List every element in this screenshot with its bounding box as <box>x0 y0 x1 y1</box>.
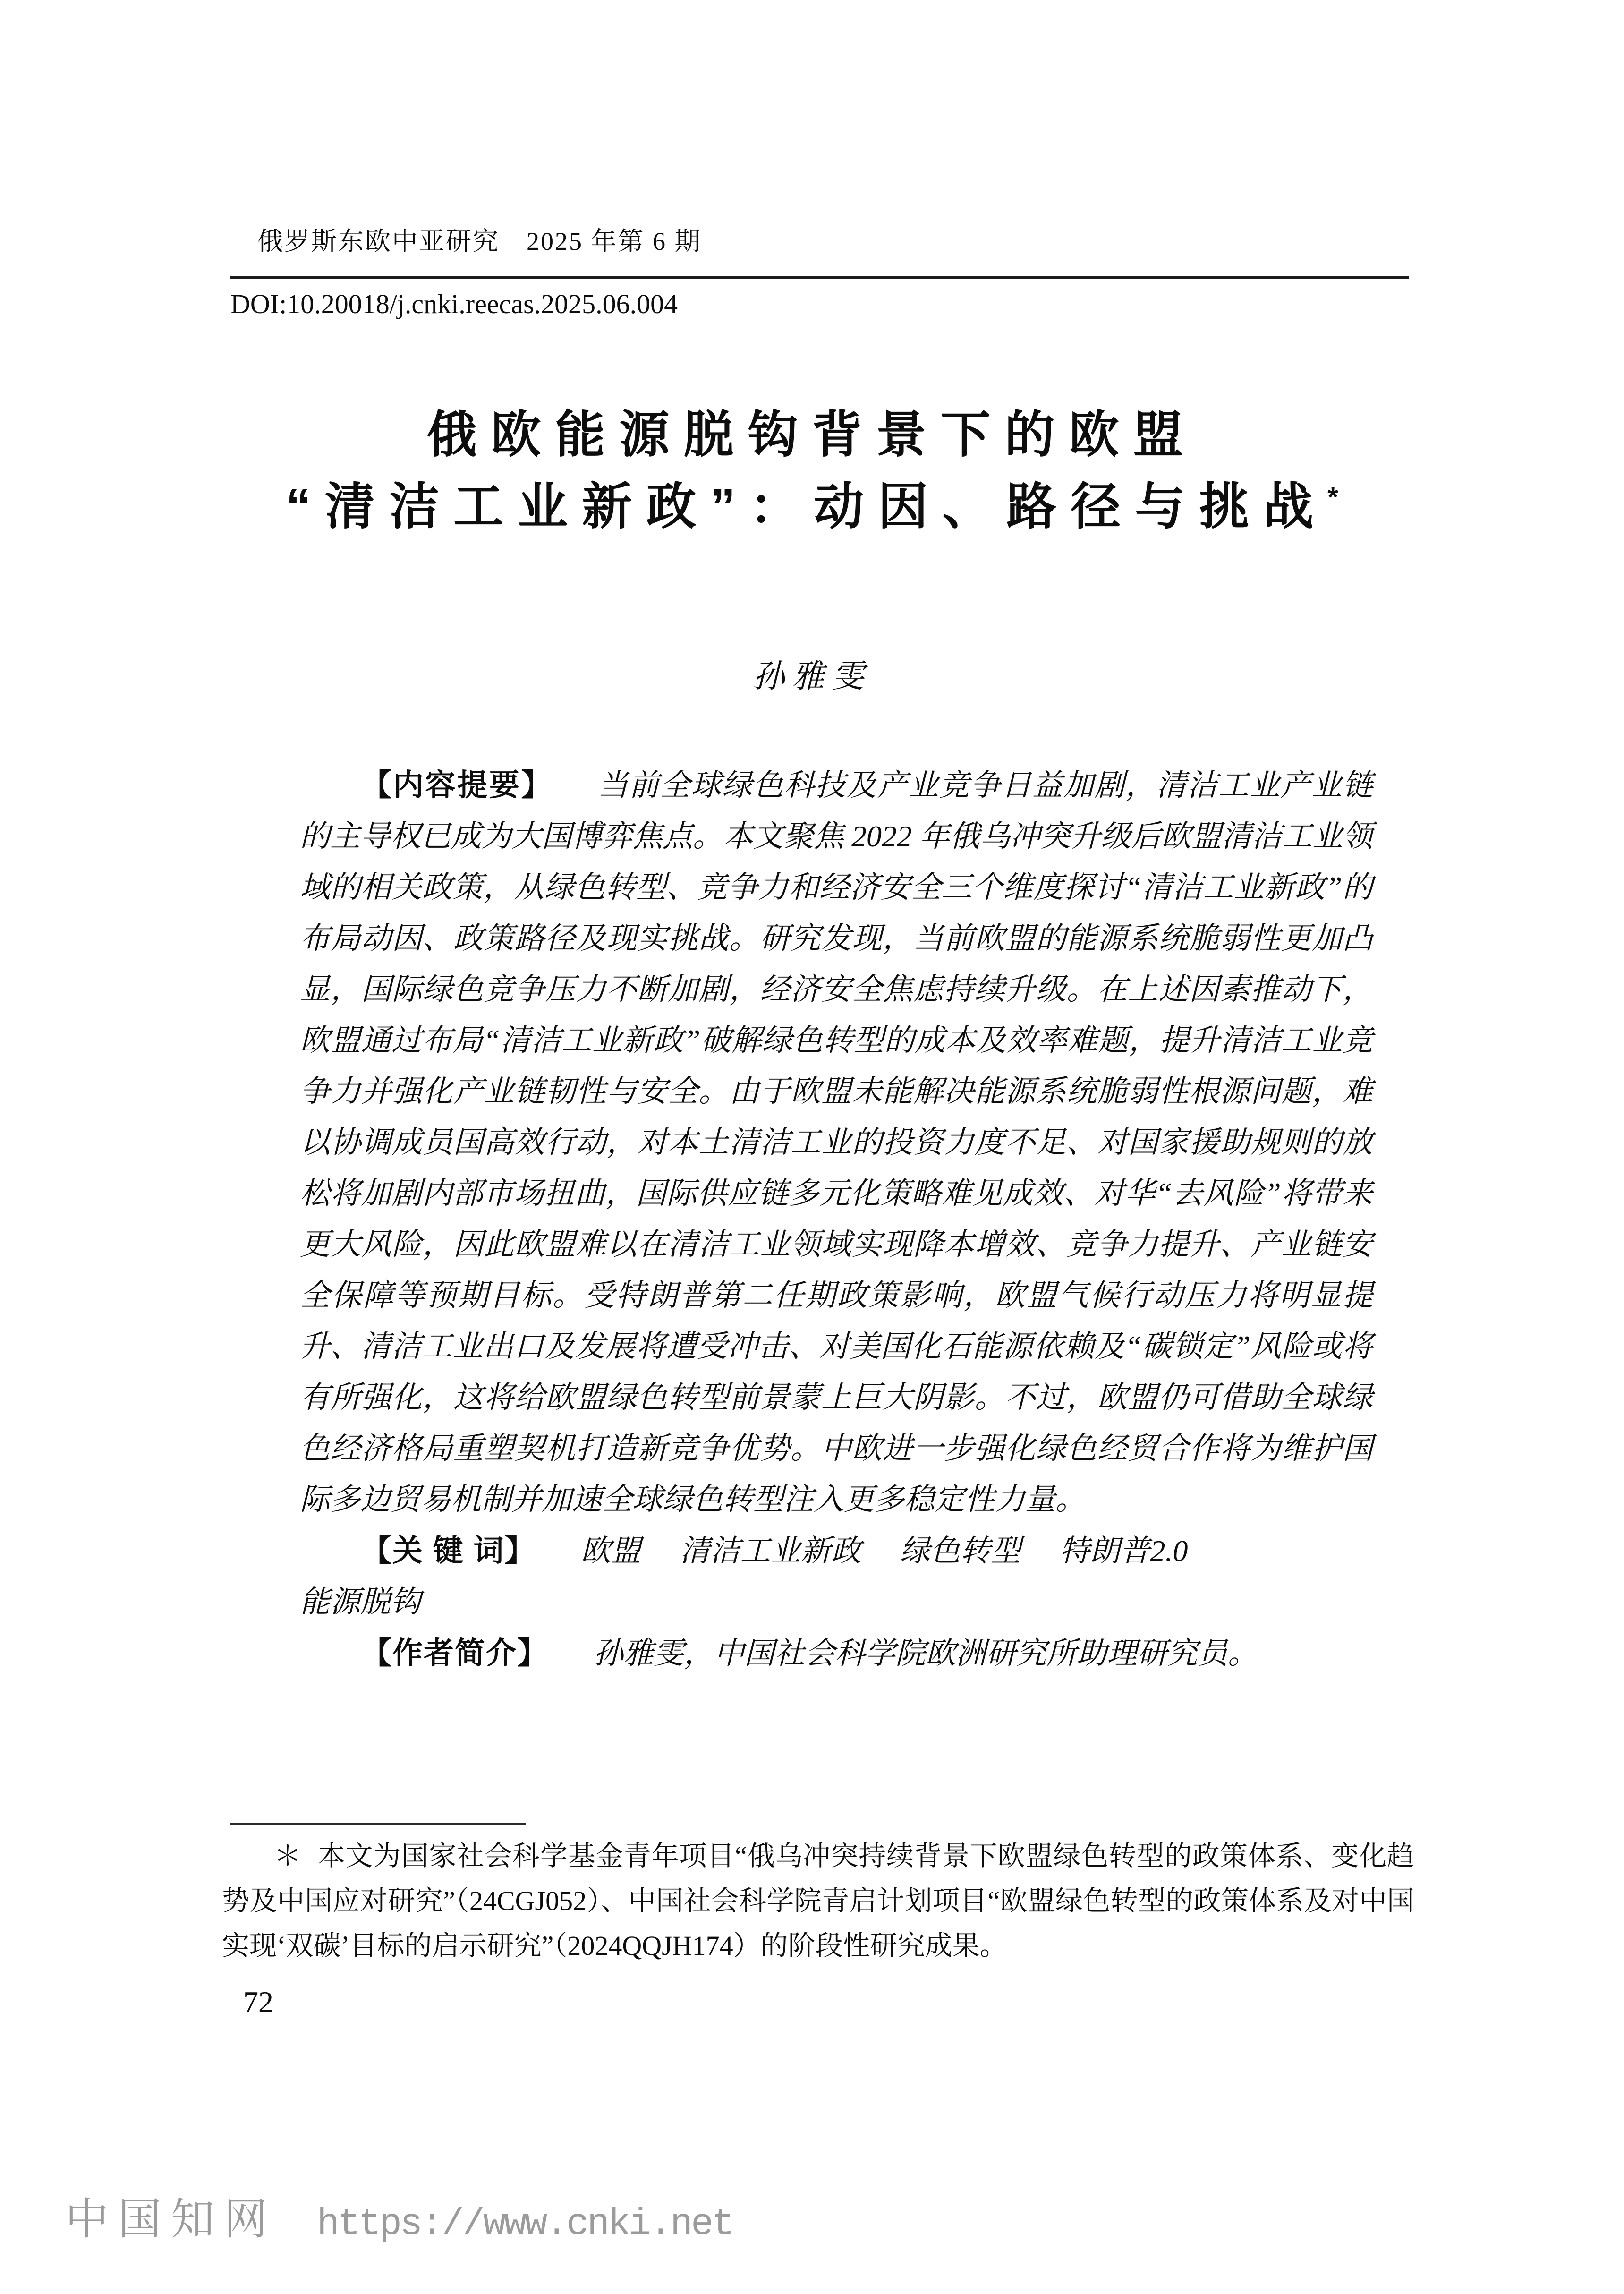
abstract-block <box>300 759 1373 1679</box>
title-line-2 <box>0 471 1624 543</box>
keywords-line <box>300 1525 1373 1577</box>
watermark-url: https://www.cnki.net <box>317 2203 733 2246</box>
abstract-paragraph <box>300 759 1373 1525</box>
abstract-label: 【内容提要】 <box>361 768 553 802</box>
watermark <box>65 2184 732 2247</box>
keyword-item: 清洁工业新政 <box>680 1534 861 1568</box>
title-line-1: 俄欧能源脱钩背景下的欧盟 <box>426 407 1198 463</box>
article-title <box>0 399 1624 543</box>
journal-header: 俄罗斯东欧中亚研究 2025 年第 6 期 <box>257 227 702 256</box>
author-bio-text: 孙雅雯，中国社会科学院欧洲研究所助理研究员。 <box>593 1637 1258 1670</box>
footnote <box>222 1833 1414 1968</box>
footnote-marker: ＊ <box>274 1841 302 1871</box>
keywords-label: 【关 键 词】 <box>361 1534 536 1568</box>
keyword-item: 欧盟 <box>580 1534 641 1568</box>
author-bio-label: 【作者简介】 <box>361 1636 548 1670</box>
header-rule <box>230 276 1409 279</box>
watermark-brand: 中国知网 <box>65 2195 277 2243</box>
keyword-item: 特朗普2.0 <box>1059 1534 1188 1568</box>
keywords-overflow-line: 能源脱钩 <box>300 1585 421 1619</box>
abstract-text: 当前全球绿色科技及产业竞争日益加剧，清洁工业产业链的主导权已成为大国博弈焦点。本文聚焦 2022 年俄乌冲突升级后欧盟清洁工业领域的相关政策，从绿色转型、竞争力和经济安全三个维度探讨“清洁工业新政”的布局动因、政策路径及现实挑战。研究发现，当前欧盟的能源系统脆弱性更加凸显，国际绿色竞争压力不断加剧，经济安全焦虑持续升级。在上述因素推动下，欧盟通过布局“清洁工业新政”破解绿色转型的成本及效率难题，提升清洁工业竞争力并强化产业链韧性与安全。由于欧盟未能解决能源系统脆弱性根源问题，难以协调成员国高效行动，对本土清洁工业的投资力度不足、对国家援助规则的放松将加剧内部市场扭曲，国际供应链多元化策略难见成效、对华“去风险”将带来更大风险，因此欧盟难以在清洁工业领域实现降本增效、竞争力提升、产业链安全保障等预期目标。受特朗普第二任期政策影响，欧盟气候行动压力将明显提升、清洁工业出口及发展将遭受冲击、对美国化石能源依赖及“碳锁定”风险或将有所强化，这将给欧盟绿色转型前景蒙上巨大阴影。不过，欧盟仍可借助全球绿色经济格局重塑契机打造新竞争优势。中欧进一步强化绿色经贸合作将为维护国际多边贸易机制并加速全球绿色转型注入更多稳定性力量。 <box>300 768 1373 1516</box>
keyword-item: 绿色转型 <box>900 1534 1021 1568</box>
footnote-text: 本文为国家社会科学基金青年项目“俄乌冲突持续背景下欧盟绿色转型的政策体系、变化趋势及中国应对研究”（24CGJ052）、中国社会科学院青启计划项目“欧盟绿色转型的政策体系及对中国实现‘双碳’目标的启示研究”（2024QQJH174）的阶段性研究成果。 <box>222 1841 1414 1961</box>
page-number: 72 <box>243 1985 273 2019</box>
title-line-2-text: “清洁工业新政”：动因、路径与挑战 <box>286 479 1328 535</box>
keywords-items <box>581 1534 1188 1568</box>
footnote-divider <box>230 1823 526 1825</box>
doi-text: DOI:10.20018/j.cnki.reecas.2025.06.004 <box>230 289 678 319</box>
author-name: 孙雅雯 <box>752 658 872 694</box>
author-bio-line <box>300 1628 1373 1679</box>
title-footnote-marker: * <box>1327 482 1338 513</box>
